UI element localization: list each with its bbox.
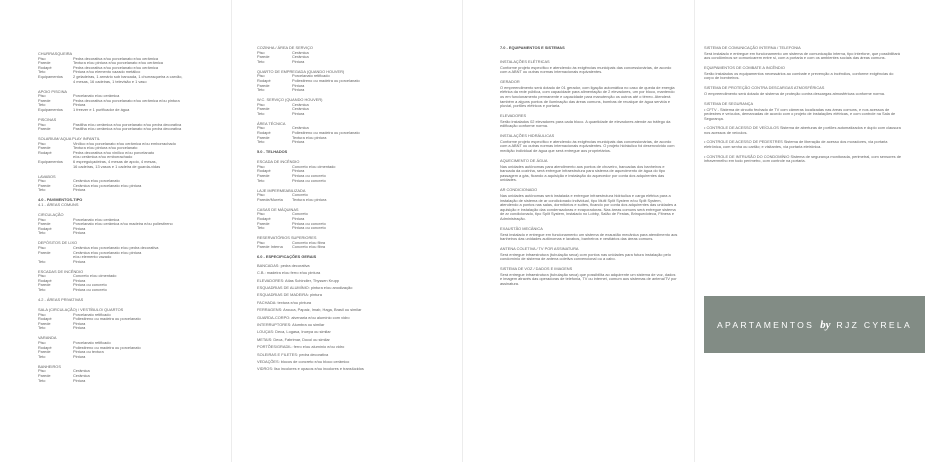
spec-value: Cerâmica	[73, 372, 90, 378]
spec-value: Pintura	[292, 87, 305, 93]
spec-row	[38, 127, 218, 132]
spec-value: Cerâmica	[292, 106, 309, 112]
spec-label	[38, 165, 73, 170]
brand-banner	[704, 296, 925, 353]
spec-label: Rodapé	[38, 149, 52, 155]
section-text: Será entregue infraestrutura (tubulação seca) que possibilita ao adquirente um sistema de voz, dados e imagem através das operadoras de telefonia, TV ou internet, comum aos sistemas de antena/TV por assinatura.	[500, 271, 677, 287]
spec-label: Rodapé	[257, 77, 271, 83]
section-title: ANTENA COLETIVA / TV POR ASSINATURA	[500, 246, 579, 252]
section-title: COZINHA / ÁREA DE SERVIÇO	[257, 45, 313, 50]
spec-label: Piso	[257, 239, 265, 245]
spec-value: Cerâmica	[292, 49, 309, 55]
spec-value: Pintura	[292, 82, 305, 88]
spec-line: LOUÇAS: Deca, Logasa, Incepa ou similar	[257, 329, 331, 335]
section-title: LAJE IMPERMEABILIZADA	[257, 187, 306, 193]
spec-row	[38, 260, 218, 265]
spec-value: Pastilha e/ou cerâmica e/ou porcelanato e/ou pedra decorativa	[73, 121, 182, 127]
spec-row	[257, 226, 447, 231]
section-text: Serão instalados 02 elevadores para cada bloco. A quantidade de elevadores atende ao tráfego da edificação conforme norma.	[500, 118, 671, 129]
brand-logo	[717, 319, 912, 331]
spec-label: Parede	[257, 54, 270, 60]
spec-value: Cerâmica e/ou porcelanato	[73, 178, 120, 184]
spec-label: Piso	[38, 140, 46, 146]
spec-label: Teto	[257, 87, 265, 93]
spec-row	[38, 326, 218, 331]
spec-value: Pedra decorativa e/ou porcelanato e/ou cerâmica	[73, 64, 158, 70]
spec-label: Rodapé	[38, 316, 52, 322]
spec-label: Piso	[38, 244, 46, 250]
spec-value: Pintura	[73, 258, 86, 264]
section-title: SISTEMA DE VOZ / DADOS E IMAGENS	[500, 266, 573, 272]
spec-label: Parede	[257, 173, 270, 179]
spec-label: Piso	[257, 211, 265, 217]
section-title: RESERVATÓRIOS SUPERIORES	[257, 235, 317, 241]
spec-label: Piso	[257, 73, 265, 79]
spec-value: 4 mesas, 16 cadeiras, 1 televisão e 1 vaso	[73, 78, 147, 84]
spec-value: Pintura	[73, 353, 86, 359]
section-text: Serão instalados os equipamentos necessários ao combate e prevenção a incêndios, conforme exigências do corpo de bombeiros.	[704, 70, 894, 81]
spec-label: Teto	[38, 230, 46, 236]
spec-label: Parede	[38, 282, 51, 288]
spec-line: GUARDA-CORPO: alvenaria e/ou alumínio com vidro	[257, 314, 350, 320]
spec-label: Piso	[38, 368, 46, 374]
spec-line: SOLEIRAS E FILETES: pedra decorativa	[257, 351, 329, 357]
spec-line: PORTÕES/GRADIL: ferro e/ou alumínio e/ou vidro	[257, 344, 345, 350]
spec-value: Pintura ou concreto	[73, 282, 107, 288]
spec-row	[257, 245, 447, 250]
spec-value: 2 geladeiras, 1 armário sob bancada, 1 churrasqueira a carvão,	[73, 73, 183, 79]
section-text: • CONTROLE DE ACESSO DE PEDESTRES Sistema de liberação de acesso dos moradores, via portaria eletrônica, com senha ou cartão; e visitantes, via portaria eletrônica.	[704, 139, 888, 150]
spec-value: Cerâmica e/ou porcelanato e/ou pintura	[73, 249, 142, 255]
spec-label: Piso	[38, 216, 46, 222]
section-heading: 7.0 - EQUIPAMENTOS E SISTEMAS	[500, 45, 565, 50]
section-title: SALA (CIRCULAÇÃO) / VESTÍBULO/ QUARTOS	[38, 307, 124, 313]
section-text: O empreendimento será dotado de 01 gerador, com ligação automática no caso de queda de energia elétrica da rede pública, com capacidade para alimentação de 2 elevadores, um por bloco, mantendo os em funcionamento permanente e capacidade para manutenção os outros até o térreo. Atenderá também a alguns pontos de iluminação das áreas comuns, bombas de recalque de água servida e pluvial, portões elétricos e portaria.	[500, 84, 675, 109]
spec-value: Pintura ou concreto	[292, 177, 326, 183]
spec-label: Teto	[38, 353, 46, 359]
section-title: 4.1 - ÁREAS COMUNS	[38, 201, 79, 207]
brand-right: RJZ CYRELA	[836, 319, 913, 330]
spec-value: Pintura	[73, 377, 86, 383]
spec-label: Teto	[38, 102, 46, 108]
section-title: INSTALAÇÕES ELÉTRICAS	[500, 58, 550, 64]
finishes-column-2	[257, 46, 447, 375]
spec-label: Parede	[38, 349, 51, 355]
spec-line: C.B.: madeira e/ou ferro e/ou pintura	[257, 270, 321, 276]
section-title: SISTEMA DE PROTEÇÃO CONTRA DESCARGAS ATMOSFÉRICAS	[704, 85, 825, 91]
spec-label: Rodapé	[257, 215, 271, 221]
section-title: SISTEMA DE COMUNICAÇÃO INTERNA / TELEFONIA	[704, 45, 801, 50]
spec-label: Rodapé	[38, 64, 52, 70]
spec-label: Piso	[38, 55, 46, 61]
section-title: CASAS DE MÁQUINAS	[257, 206, 299, 212]
fold-line-2	[462, 0, 463, 462]
spec-label: Teto	[38, 325, 46, 331]
spec-label: Parede	[38, 320, 51, 326]
spec-label: Equipamentos	[38, 159, 63, 165]
spec-row	[38, 379, 218, 384]
section-title: SOLARIUM/ AQUA PLAY INFANTIL	[38, 136, 100, 142]
spec-value: Porcelanato retificado	[73, 311, 111, 317]
spec-value: Concreto e/ou cimentado	[73, 273, 117, 279]
spec-label: Equipamentos	[38, 106, 63, 112]
spec-row	[257, 112, 447, 117]
spec-value: Textura e/ou pintura	[292, 196, 327, 202]
spec-label: Parede	[257, 82, 270, 88]
section-title: 6.0 - ESPECIFICAÇÕES GERAIS	[257, 254, 317, 260]
spec-value: Pintura	[292, 215, 305, 221]
section-title: ESCADA DE INCÊNDIO	[257, 159, 300, 165]
section-title: SISTEMA DE SEGURANÇA	[704, 100, 754, 106]
spec-label: Teto	[257, 225, 265, 231]
spec-value: Pintura	[292, 58, 305, 64]
spec-label	[38, 80, 73, 85]
spec-label: Rodapé	[257, 130, 271, 136]
spec-label: Piso	[257, 163, 265, 169]
spec-row	[38, 108, 218, 113]
spec-row	[38, 355, 218, 360]
spec-value: Poliestireno ou madeira ou porcelanato	[292, 130, 360, 136]
section-title: INSTALAÇÕES HIDRÁULICAS	[500, 133, 555, 139]
section-text: • CONTROLE DE ACESSO DE VEÍCULOS Sistema de aberturas de portões automatizados e duplo com clausura nos acessos de veículos.	[704, 125, 901, 135]
spec-value: Cerâmica e/ou porcelanato e/ou pintura	[73, 182, 142, 188]
section-text: Será instalado e entregue em funcionamento um sistema de comunicação interna, tipo interfone, que possibilitará aos condôminos se comunicarem entre si, com a portaria e com os ambientes sociais das áreas comuns.	[704, 50, 900, 61]
section-text: Nas unidades autônomas será instalada e entregue infraestrutura hidráulica e carga elétrica para a instalação de sistema de ar condicionado individual, tipo Multi Split System e/ou Split System, atendendo a pontos nas salas, dormitórios e suítes, ficando por conta dos adquirentes das unidades a aquisição e instalação das condensadoras e evaporadoras. Nas áreas comuns será entregue sistema de ar condicionado, tipo Split System, instalado no Lobby, Salão de Festas, Brinquedoteca, Fitness e Administração.	[500, 193, 677, 221]
spec-label: Teto	[38, 258, 46, 264]
spec-value: Pintura ou textura	[73, 349, 104, 355]
spec-label: Parede	[38, 97, 51, 103]
section-title: ÁREA TÉCNICA	[257, 120, 286, 126]
spec-line: ESQUADRIAS DE ALUMÍNIO: pintura e/ou anodização	[257, 285, 353, 291]
spec-value: Pintura	[292, 168, 305, 174]
section-title: PISCINAS	[38, 116, 57, 122]
section-title: GERADOR	[500, 79, 520, 85]
spec-label: Teto	[38, 287, 46, 293]
section-text: Conforme projeto específico e atendendo às exigências municipais das concessionárias, de acordo com a ABNT ou outras normas internacionais equivalentes. O projeto hidráulico foi desenvolvido com medição individual de água que será entregue aos proprietários.	[500, 138, 675, 154]
spec-label: Equipamentos	[38, 73, 63, 79]
spec-row	[257, 179, 447, 184]
systems-column-4	[704, 46, 904, 164]
spec-value: Pintura e/ou elemento vazado metálico	[73, 69, 141, 75]
spec-line: INTERRUPTORES: Alumbra ou similar	[257, 322, 325, 328]
spec-label: Piso	[257, 192, 265, 198]
section-text: Será entregue infraestrutura (tubulação seca) com pontos nas unidades para futura instalação pelo condomínio de sistema de antena coletiva convencional ou a cabo.	[500, 251, 671, 262]
section-text: Conforme projeto específico e atendendo às exigências municipais das concessionárias, de acordo com a ABNT ou outras normas internacionais equivalentes.	[500, 64, 672, 75]
section-title: CHURRASQUEIRA	[38, 51, 73, 56]
section-title: 4.0 - PAVIMENTOS-TIPO	[38, 197, 83, 203]
spec-value: Vinílico e/ou porcelanato e/ou cerâmica e/ou emborrachado	[73, 140, 176, 146]
spec-value: Poliestireno ou madeira ou porcelanato	[73, 344, 141, 350]
spec-label: Piso	[257, 101, 265, 107]
section-title: 5.0 - TELHADOS	[257, 149, 288, 155]
spec-value: Pintura	[73, 225, 86, 231]
spec-value: Textura e/ou pintura	[292, 134, 327, 140]
spec-value: 1 freezer e 1 purificador de água	[73, 106, 130, 112]
spec-line: FERRAGENS: Arouca, Papaiz, Imab, Haga, Brasil ou similar	[257, 307, 362, 313]
spec-label: Piso	[38, 93, 46, 99]
spec-value: 6 espreguiçadeiras, 4 mesas de apoio, 4 mesas,	[73, 159, 157, 165]
spec-value: Pintura ou concreto	[292, 220, 326, 226]
fold-line-3	[694, 0, 695, 462]
spec-label: Rodapé	[38, 344, 52, 350]
spec-label: Rodapé	[257, 168, 271, 174]
spec-value: Cerâmica	[73, 368, 90, 374]
section-text: • CFTV - Sistema de circuito fechado de TV com câmeras localizadas nas áreas comuns, e nos acessos de pedestres e veículos, demarcadas de acordo com o projeto de instalações elétricas, e com controle na Sala de Segurança.	[704, 106, 896, 121]
spec-row	[38, 80, 218, 85]
spec-label: Teto	[257, 58, 265, 64]
spec-value: Pintura	[73, 187, 86, 193]
spec-label: Teto	[257, 110, 265, 116]
spec-label: Teto	[38, 187, 46, 193]
spec-label: Teto	[38, 69, 46, 75]
spec-line: BANCADAS: pedra decorativa	[257, 262, 310, 268]
spec-row	[38, 165, 218, 170]
spec-row	[257, 198, 447, 203]
section-title: W.C. SERVIÇO (QUANDO HOUVER)	[257, 97, 323, 103]
spec-line: VIDROS: liso incolores e opacos e/ou incolores e translúcidos	[257, 366, 364, 372]
spacer	[500, 51, 678, 55]
spec-label: Parede	[38, 182, 51, 188]
spec-value: Textura e/ou pintura e/ou porcelanato e/ou cerâmica	[73, 60, 163, 66]
spec-value: Pintura ou concreto	[73, 287, 107, 293]
spec-row	[38, 288, 218, 293]
spec-label: Parede/Mureta	[257, 196, 283, 202]
spec-value: Porcelanato e/ou cerâmica	[73, 216, 120, 222]
spec-value: Pintura	[73, 230, 86, 236]
spec-line: FACHADA: textura e/ou pintura	[257, 299, 312, 305]
spec-value: Pedra decorativa e/ou vinílico e/ou porcelanato	[73, 149, 155, 155]
spec-value: Cerâmica	[292, 54, 309, 60]
section-title: EXAUSTÃO MECÂNICA	[500, 225, 543, 231]
spec-value: Poliestireno ou madeira ou porcelanato	[73, 316, 141, 322]
spec-value: Cerâmica e/ou porcelanato e/ou pedra decorativa	[73, 244, 159, 250]
spec-value: Pintura ou concreto	[292, 225, 326, 231]
spec-value: Cerâmica	[292, 101, 309, 107]
spec-label: Parede	[257, 106, 270, 112]
spec-row	[257, 60, 447, 65]
spec-value: Concreto	[292, 192, 308, 198]
fold-line-1	[231, 0, 232, 462]
spec-value: Pintura	[73, 102, 86, 108]
spec-value: Pedra decorativa e/ou porcelanato e/ou cerâmica	[73, 55, 158, 61]
brand-by: by	[820, 318, 831, 331]
spec-label: Parede	[38, 249, 51, 255]
spec-row	[38, 188, 218, 193]
spec-label: Piso	[38, 339, 46, 345]
section-text: Será instalado e entregue em funcionamento um sistema de exaustão mecânica para atendimento aos banheiros das unidades autônomas e lavabos, banheiros e vestiários das áreas comuns.	[500, 231, 678, 242]
spec-value: Concreto e/ou cimentado	[292, 163, 336, 169]
spec-row	[257, 88, 447, 93]
spec-label: Piso	[257, 125, 265, 131]
spec-label: Parede	[38, 372, 51, 378]
spec-value: Pintura	[292, 110, 305, 116]
section-title: ELEVADORES	[500, 113, 527, 119]
spec-value: Porcelanato e/ou cerâmica	[73, 93, 120, 99]
spec-line: VEDAÇÕES: blocos de concreto e/ou bloco cerâmico	[257, 358, 350, 364]
spec-label: Parede	[257, 220, 270, 226]
spec-value: Concreto e/ou fibra	[292, 239, 326, 245]
spec-line: ESQUADRIAS DE MADEIRA: pintura	[257, 292, 322, 298]
finishes-column-1	[38, 52, 218, 383]
spec-label: Parede Interna	[257, 244, 283, 250]
spec-value: Poliestireno ou madeira ou porcelanato	[292, 77, 360, 83]
section-title: AR CONDICIONADO	[500, 187, 538, 193]
spec-label: Piso	[38, 178, 46, 184]
spec-value: Concreto	[292, 211, 308, 217]
spec-label: Piso	[38, 273, 46, 279]
spec-value: Concreto e/ou fibra	[292, 244, 326, 250]
section-title: VARANDA	[38, 335, 57, 341]
spec-line: METAIS: Deca, Fabrimar, Docol ou similar	[257, 336, 330, 342]
spec-value: Pintura	[292, 139, 305, 145]
spec-value: Pedra decorativa e/ou porcelanato e/ou cerâmica e/ou pintura	[73, 97, 180, 103]
spec-label: Teto	[257, 177, 265, 183]
spec-label: Teto	[257, 139, 265, 145]
section-text: • CONTROLE DE INTRUSÃO DO CONDOMÍNIO Sistema de segurança monitorada, perimetral, com sensores de infravermelho em todo perímetro, com controle na portaria.	[704, 153, 902, 164]
spec-value: Pintura ou concreto	[292, 173, 326, 179]
section-text: Nas unidades autônomas para atendimento aos pontos de chuveiro, bancadas dos banheiros e bancada da cozinha, será entregue infraestrutura para sistema de aquecimento de água do tipo passagem a gás, ficando a aquisição e instalação do aquecedor por conta dos adquirentes das unidades.	[500, 163, 666, 183]
section-title: BANHEIROS	[38, 363, 61, 369]
section-title: QUARTO DE EMPREGADA (QUANDO HOUVER)	[257, 68, 345, 74]
spec-value: Pintura	[73, 320, 86, 326]
section-title: LAVABOS	[38, 173, 56, 179]
spec-value: Porcelanato retificado	[292, 73, 330, 79]
spec-line: ELEVADORES: Atlas Schindler, Thyssen Krupp	[257, 277, 340, 283]
spec-label: Rodapé	[38, 277, 52, 283]
section-text: O empreendimento será dotado de sistema de proteção contra descargas atmosféricas conforme norma.	[704, 90, 886, 96]
section-title: AQUECIMENTO DE ÁGUA	[500, 158, 548, 164]
spec-label: Rodapé	[38, 225, 52, 231]
spec-label: Parede	[38, 221, 51, 227]
section-title: DEPÓSITOS DE LIXO	[38, 240, 78, 246]
spec-label: Parede	[38, 126, 51, 132]
spec-row	[38, 231, 218, 236]
section-title: ESCADAS DE INCÊNDIO	[38, 268, 84, 274]
spec-label: Piso	[38, 311, 46, 317]
section-title: 4.2 - ÁREAS PRIVATIVAS	[38, 297, 84, 303]
brand-left: APARTAMENTOS	[716, 319, 815, 330]
spec-row	[257, 140, 447, 145]
spec-label: Teto	[38, 377, 46, 383]
spec-label: Piso	[257, 49, 265, 55]
spec-value: Porcelanato retificado	[73, 339, 111, 345]
spec-value: Textura e/ou pintura e/ou porcelanato	[73, 145, 138, 151]
section-title: EQUIPAMENTOS DE COMBATE A INCÊNDIO	[704, 65, 785, 71]
spec-value: e/ou cerâmica e/ou emborrachado	[73, 154, 133, 160]
section-title: CIRCULAÇÃO	[38, 211, 64, 217]
systems-column-3	[500, 46, 678, 287]
spec-label: Parede	[38, 145, 51, 151]
spec-value: Pintura	[73, 277, 86, 283]
spec-value: Porcelanato e/ou cerâmica e/ou madeira e/ou poliestireno	[73, 221, 173, 227]
spec-label: Parede	[38, 60, 51, 66]
spec-value: Pintura	[73, 325, 86, 331]
spec-value: 16 cadeiras, 13 vasos e 1 cadeira de guarda-vidas	[73, 163, 161, 169]
spec-label: Piso	[38, 121, 46, 127]
spec-value: e/ou elemento vazado	[73, 254, 112, 260]
spec-value: Pastilha e/ou cerâmica e/ou porcelanato e/ou pedra decorativa	[73, 126, 182, 132]
spec-value: Cerâmica	[292, 125, 309, 131]
section-title: APOIO PISCINA	[38, 88, 67, 94]
spec-label: Parede	[257, 134, 270, 140]
